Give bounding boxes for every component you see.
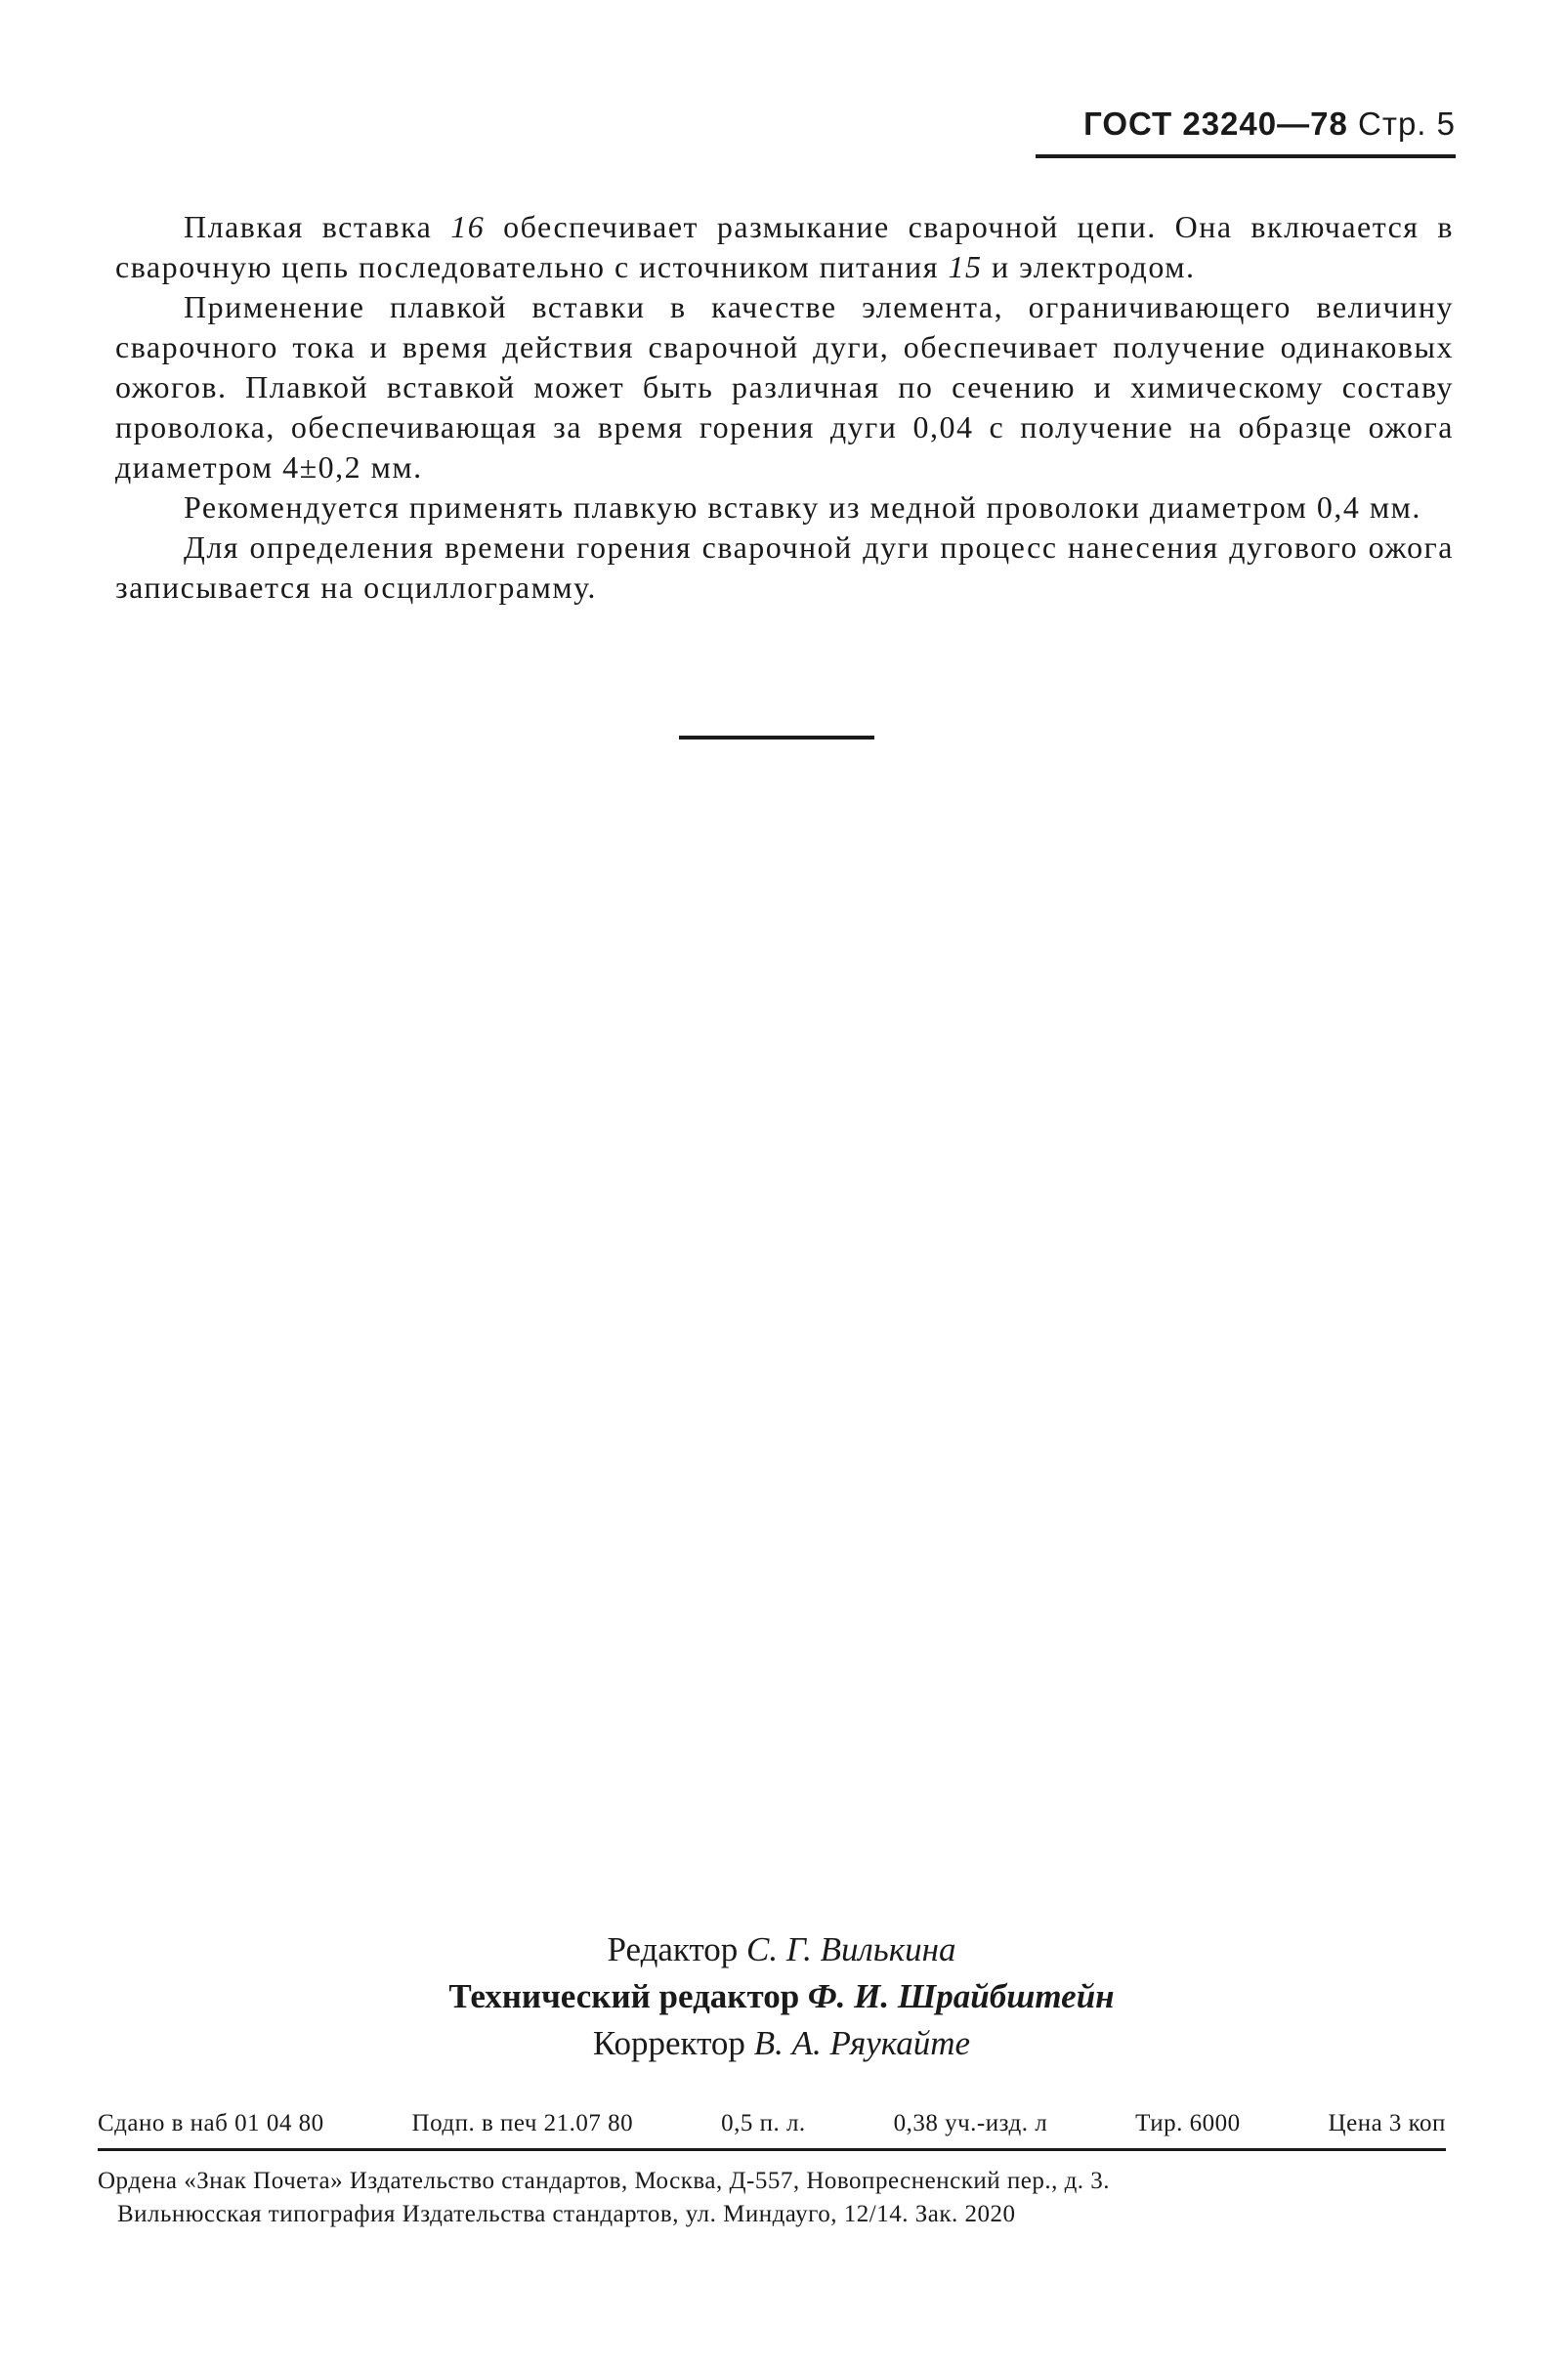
page-number: Стр. 5 xyxy=(1358,106,1456,142)
section-divider xyxy=(679,736,874,740)
editor-name: С. Г. Вилькина xyxy=(746,1930,956,1968)
editor-role: Редактор xyxy=(607,1930,739,1968)
editor-line xyxy=(293,1926,1270,1973)
tech-editor-role: Технический редактор xyxy=(448,1977,800,2015)
credits-block xyxy=(293,1926,1270,2067)
paragraph-recommendation: Рекомендуется применять плавкую вставку из медной проволоки диаметром 0,4 мм. xyxy=(184,489,1421,525)
publication-sheets: 0,38 уч.-изд. л xyxy=(893,2110,1048,2136)
imprint-block xyxy=(98,2107,1446,2231)
tech-editor-name: Ф. И. Шрайбштейн xyxy=(807,1977,1115,2015)
paragraph-application: Применение плавкой вставки в качестве элемента, ограничивающего величину сварочного тока и время действия сварочной дуги, обеспечивает получение одинаковых ожогов. Плавкой вставкой может быть различная по сечению и химическому составу проволока, обеспечивающая за время горения дуги 0,04 с получение на образце ожога диаметром 4±0,2 мм. xyxy=(115,289,1454,485)
signed-date: Подп. в печ 21.07 80 xyxy=(411,2110,634,2136)
price: Цена 3 коп xyxy=(1328,2110,1446,2136)
submitted-date: Сдано в наб 01 04 80 xyxy=(98,2110,324,2136)
paragraph-fuse: Плавкая вставка 16 обеспечивает размыкание сварочной цепи. Она включается в сварочную цепь последовательно с источником питания 15 и электродом. xyxy=(115,209,1455,284)
paragraph-oscillogram: Для определения времени горения сварочной дуги процесс нанесения дугового ожога записывается на осциллограмму. xyxy=(115,529,1454,605)
corrector-role: Корректор xyxy=(592,2024,745,2062)
printer-line: Вильнюсская типография Издательства стандартов, ул. Миндауго, 12/14. Зак. 2020 xyxy=(117,2201,1016,2227)
reference-number: 15 xyxy=(948,249,983,284)
publisher-line: Ордена «Знак Почета» Издательство стандартов, Москва, Д-557, Новопресненский пер., д. 3. xyxy=(98,2168,1111,2194)
print-sheets: 0,5 п. л. xyxy=(721,2110,806,2136)
reference-number: 16 xyxy=(450,209,486,244)
corrector-line xyxy=(293,2020,1270,2067)
body-text xyxy=(115,207,1454,608)
standard-number: ГОСТ 23240—78 xyxy=(1083,106,1348,142)
corrector-name: В. А. Ряукайте xyxy=(753,2024,971,2062)
page-header xyxy=(977,106,1456,143)
tech-editor-line xyxy=(293,1973,1270,2020)
header-rule xyxy=(1036,154,1456,158)
print-details xyxy=(98,2107,1446,2151)
circulation: Тир. 6000 xyxy=(1135,2110,1241,2136)
